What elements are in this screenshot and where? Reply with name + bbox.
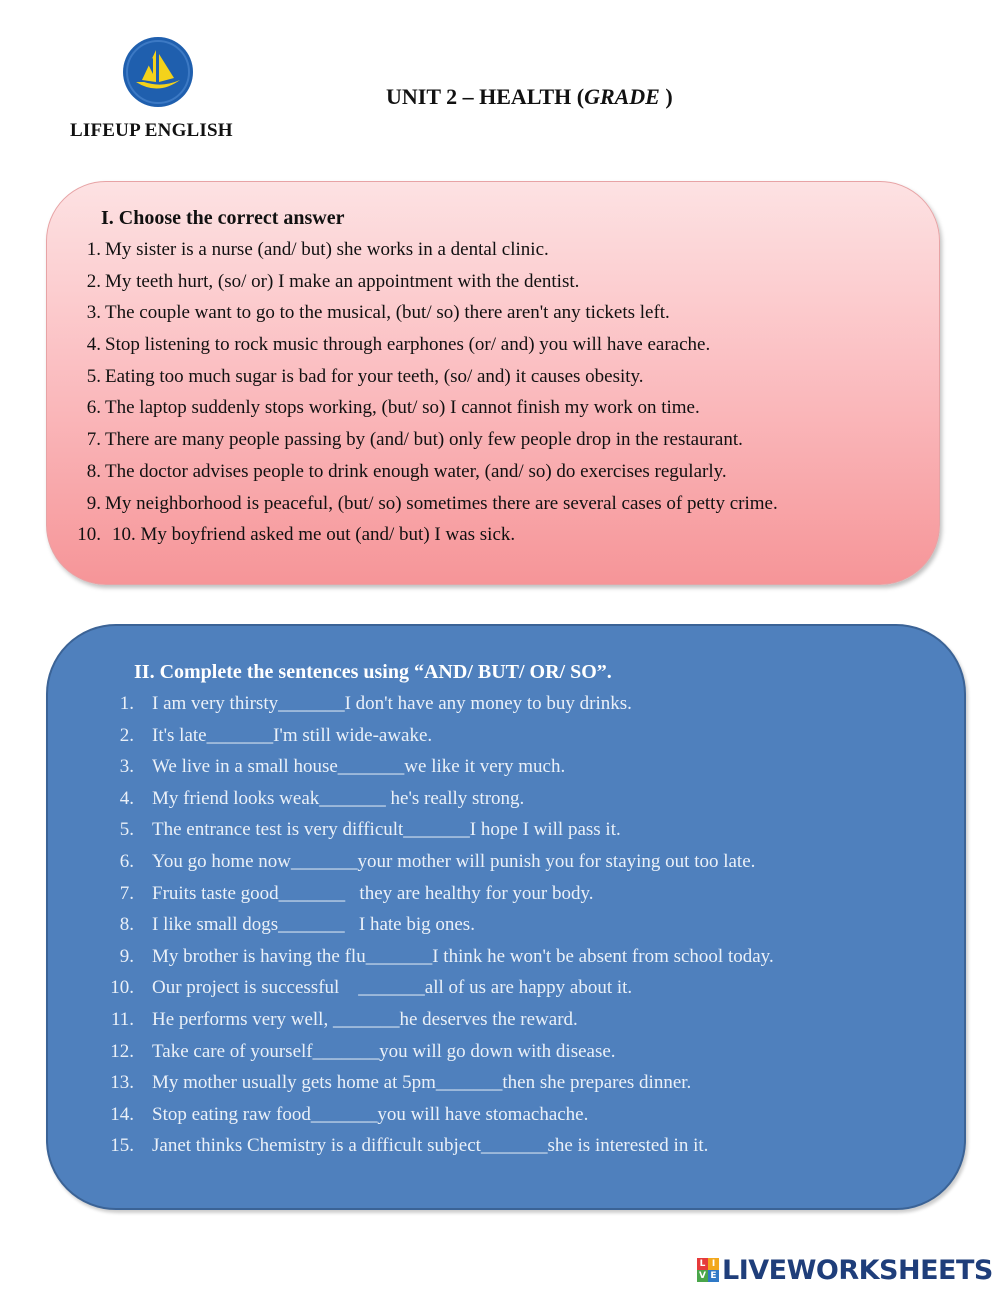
list-item xyxy=(0,816,960,848)
liveworksheets-watermark xyxy=(697,1254,993,1286)
title-tail: ) xyxy=(665,84,673,109)
item-text: Our project is successful _______all of us are happy about it. xyxy=(152,977,633,999)
item-text: I like small dogs_______ I hate big ones. xyxy=(152,914,475,936)
item-text: There are many people passing by (and/ but) only few people drop in the restaurant. xyxy=(105,429,743,451)
item-number: 6. xyxy=(86,397,101,419)
item-number: 8. xyxy=(86,460,101,482)
item-number: 7. xyxy=(119,882,134,904)
item-number: 3. xyxy=(86,302,101,324)
item-number: 2. xyxy=(119,724,134,746)
page-title xyxy=(386,84,673,110)
list-item xyxy=(0,785,960,817)
title-grade: GRADE xyxy=(584,84,666,109)
list-item xyxy=(0,363,940,395)
liveworksheets-icon xyxy=(697,1258,719,1282)
item-number: 4. xyxy=(86,334,101,356)
item-number: 8. xyxy=(119,914,134,936)
item-number: 1. xyxy=(86,239,101,260)
list-item xyxy=(0,394,940,426)
item-text: Stop listening to rock music through earphones (or/ and) you will have earache. xyxy=(105,334,711,356)
list-item xyxy=(0,722,960,754)
item-number: 6. xyxy=(119,850,134,872)
brand-name: LIFEUP ENGLISH xyxy=(70,120,233,141)
item-text: It's late_______I'm still wide-awake. xyxy=(152,724,433,746)
item-number: 10. xyxy=(110,977,134,999)
list-item xyxy=(0,1006,960,1038)
item-text: You go home now_______your mother will punish you for staying out too late. xyxy=(152,850,756,872)
item-text: Take care of yourself_______you will go down with disease. xyxy=(152,1040,616,1062)
item-number: 2. xyxy=(86,270,101,292)
item-number: 15. xyxy=(110,1135,134,1157)
item-number: 9. xyxy=(119,945,134,967)
section-2-list xyxy=(0,690,960,1164)
item-number: 11. xyxy=(110,1008,134,1030)
list-item xyxy=(0,236,940,268)
list-item xyxy=(0,880,960,912)
list-item xyxy=(0,331,940,363)
watermark-text: LIVEWORKSHEETS xyxy=(722,1254,993,1286)
section-1-heading: I. Choose the correct answer xyxy=(101,207,345,229)
item-number: 5. xyxy=(86,365,101,387)
icon-letter: L xyxy=(697,1258,708,1270)
list-item xyxy=(0,458,940,490)
list-item xyxy=(0,1069,960,1101)
list-item xyxy=(0,490,940,522)
list-item xyxy=(0,299,940,331)
list-item xyxy=(0,911,960,943)
item-number: 13. xyxy=(110,1072,134,1094)
list-item xyxy=(0,268,940,300)
list-item xyxy=(0,943,960,975)
item-number: 14. xyxy=(110,1103,134,1125)
item-text: My brother is having the flu_______I think he won't be absent from school today. xyxy=(152,945,774,967)
item-number: 1. xyxy=(119,693,134,714)
item-text: 10. My boyfriend asked me out (and/ but) I was sick. xyxy=(112,524,516,546)
list-item xyxy=(0,690,960,722)
list-item xyxy=(0,1132,960,1164)
item-number: 3. xyxy=(119,756,134,778)
list-item xyxy=(0,974,960,1006)
list-item xyxy=(0,426,940,458)
item-number: 5. xyxy=(119,819,134,841)
list-item xyxy=(0,848,960,880)
section-1-list xyxy=(0,236,940,553)
item-text: Eating too much sugar is bad for your teeth, (so/ and) it causes obesity. xyxy=(105,365,644,387)
item-text: My sister is a nurse (and/ but) she works in a dental clinic. xyxy=(105,239,549,260)
item-text: Stop eating raw food_______you will have stomachache. xyxy=(152,1103,589,1125)
icon-letter: I xyxy=(708,1258,719,1270)
item-text: My mother usually gets home at 5pm_______then she prepares dinner. xyxy=(152,1072,692,1094)
item-text: My friend looks weak_______ he's really strong. xyxy=(152,787,525,809)
item-text: My teeth hurt, (so/ or) I make an appointment with the dentist. xyxy=(105,270,580,292)
item-text: The doctor advises people to drink enough water, (and/ so) do exercises regularly. xyxy=(105,460,727,482)
item-text: He performs very well, _______he deserves the reward. xyxy=(152,1008,578,1030)
item-text: I am very thirsty_______I don't have any money to buy drinks. xyxy=(152,693,632,714)
title-main: UNIT 2 – HEALTH ( xyxy=(386,84,585,109)
item-text: The laptop suddenly stops working, (but/ so) I cannot finish my work on time. xyxy=(105,397,700,419)
item-number: 12. xyxy=(110,1040,134,1062)
item-number: 7. xyxy=(86,429,101,451)
section-2-heading: II. Complete the sentences using “AND/ BUT/ OR/ SO”. xyxy=(134,661,612,683)
item-number: 4. xyxy=(119,787,134,809)
item-text: Janet thinks Chemistry is a difficult subject_______she is interested in it. xyxy=(152,1135,709,1157)
list-item xyxy=(0,521,940,553)
item-text: Fruits taste good_______ they are healthy for your body. xyxy=(152,882,594,904)
list-item xyxy=(0,1101,960,1133)
item-text: The entrance test is very difficult_______I hope I will pass it. xyxy=(152,819,621,841)
item-number: 10. xyxy=(77,524,101,546)
icon-letter: V xyxy=(697,1270,708,1282)
lifeup-logo-icon xyxy=(122,36,194,108)
icon-letter: E xyxy=(708,1270,719,1282)
item-number: 9. xyxy=(86,492,101,514)
list-item xyxy=(0,753,960,785)
item-text: We live in a small house_______we like it very much. xyxy=(152,756,566,778)
item-text: My neighborhood is peaceful, (but/ so) sometimes there are several cases of petty crime. xyxy=(105,492,778,514)
item-text: The couple want to go to the musical, (but/ so) there aren't any tickets left. xyxy=(105,302,670,324)
list-item xyxy=(0,1038,960,1070)
